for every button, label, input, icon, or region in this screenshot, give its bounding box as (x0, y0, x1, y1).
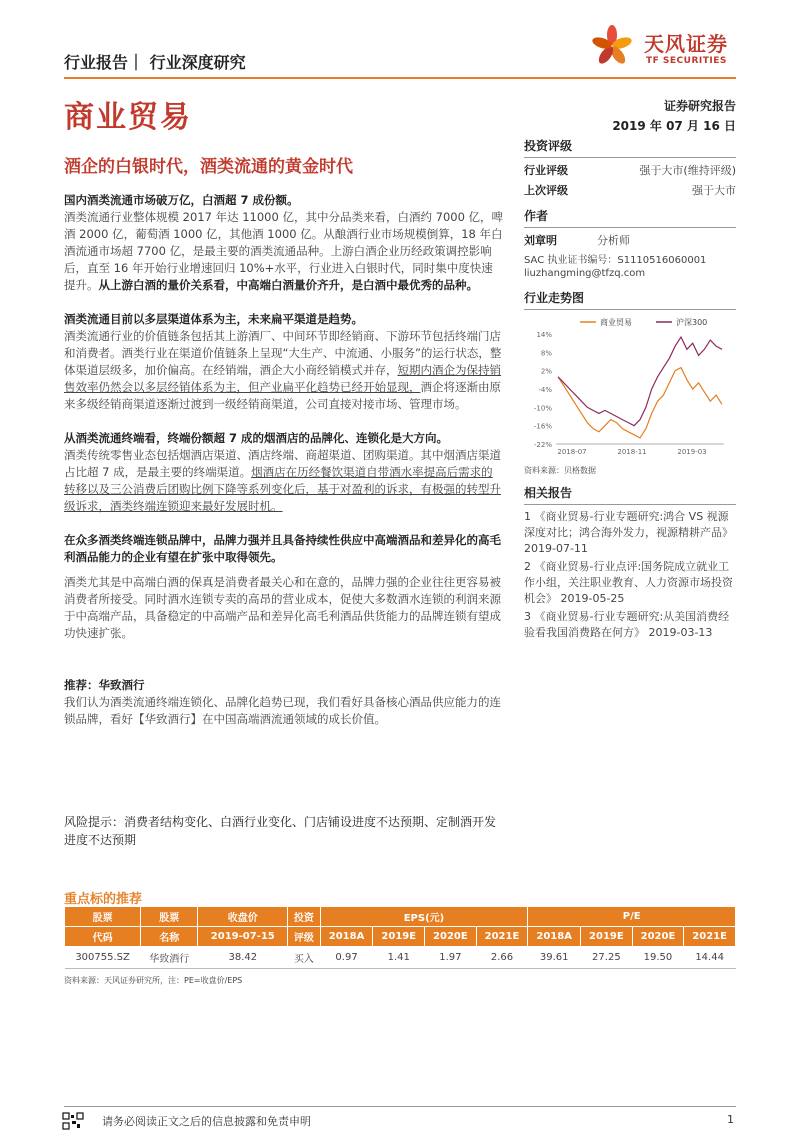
table-header: 名称 (141, 927, 198, 947)
y-tick-label: -10% (533, 404, 552, 413)
trend-title: 行业走势图 (524, 291, 585, 305)
table-header: 2021E (684, 927, 736, 947)
paragraph: 酒类传统零售业态包括烟酒店渠道、酒店终端、商超渠道、团购渠道。其中烟酒店渠道占比超 7 成，是最主要的终端渠道。烟酒店在历经餐饮渠道自带酒水率提高后需求的转移以及三公消费后团购比例下降等系列变化后，基于对盈利的诉求，有极强的转型升级诉求，酒类终端连锁迎来最好发展时机。 (64, 448, 501, 513)
section-heading: 在众多酒类终端连锁品牌中，品牌力强并且具备持续性供应中高端酒品和差异化的高毛利酒品能力的企业有望在扩张中取得领先。 (64, 533, 501, 564)
table-cell: 买入 (288, 947, 321, 969)
industry-title: 商业贸易 (64, 100, 192, 135)
chart-source: 资料来源：贝格数据 (524, 466, 596, 475)
table-header: 2021E (476, 927, 528, 947)
y-tick-label: -16% (533, 422, 552, 431)
x-tick-label: 2018-07 (557, 448, 587, 456)
table-header: 股票 (141, 907, 198, 927)
report-date: 2019 年 07 月 16 日 (612, 119, 736, 133)
stock-table (64, 906, 736, 969)
section-heading: 酒类流通目前以多层渠道体系为主，未来扁平渠道是趋势。 (64, 312, 363, 326)
table-header: 评级 (288, 927, 321, 947)
qr-code-icon (62, 1112, 84, 1130)
divider (524, 504, 736, 505)
related-report-1[interactable]: 1 《商业贸易-行业专题研究:鸿合 VS 视源深度对比；鸿合海外发力，视源精耕产品》 2019-07-11 (524, 510, 733, 555)
table-header: 2019E (373, 927, 425, 947)
table-header: EPS(元) (320, 907, 528, 927)
x-tick-label: 2019-03 (677, 448, 707, 456)
header-rule (64, 77, 736, 79)
prev-rating-label: 上次评级 (524, 184, 568, 197)
section-heading: 推荐：华致酒行 (64, 678, 145, 692)
table-section-title: 重点标的推荐 (64, 892, 143, 907)
table-row (65, 947, 736, 969)
table-cell: 14.44 (684, 947, 736, 969)
rating-value: 强于大市(维持评级) (639, 164, 736, 177)
section-heading: 从酒类流通终端看，终端份额超 7 成的烟酒店的品牌化、连锁化是大方向。 (64, 431, 449, 445)
table-cell: 38.42 (198, 947, 288, 969)
footer-disclaimer: 请务必阅读正文之后的信息披露和免责申明 (102, 1115, 311, 1128)
rating-label: 行业评级 (524, 164, 568, 177)
main-content (64, 192, 504, 849)
table-cell: 2.66 (476, 947, 528, 969)
y-tick-label: -22% (533, 441, 552, 449)
rating-title: 投资评级 (524, 139, 573, 153)
table-cell: 0.97 (320, 947, 373, 969)
risk-warning: 风险提示：消费者结构变化、白酒行业变化、门店铺设进度不达预期、定制酒开发进度不达预期 (64, 815, 497, 847)
paragraph: 我们认为酒类流通终端连锁化、品牌化趋势已现，我们看好具备核心酒品供应能力的连锁品牌，看好【华致酒行】在中国高端酒流通领域的成长价值。 (64, 695, 501, 726)
rating-box (524, 137, 736, 198)
section-heading: 国内酒类流通市场破万亿，白酒超 7 成份额。 (64, 193, 299, 207)
table-cell: 300755.SZ (65, 947, 141, 969)
footer-rule (64, 1106, 736, 1107)
report-category: 行业报告｜ 行业深度研究 (64, 53, 246, 72)
y-tick-label: 14% (536, 331, 552, 339)
y-tick-label: 8% (540, 349, 552, 358)
table-header: 股票 (65, 907, 141, 927)
table-header: 收盘价 (198, 907, 288, 927)
legend-label: 商业贸易 (600, 318, 632, 327)
table-header: 2018A (528, 927, 581, 947)
trend-box (524, 289, 736, 476)
report-type: 证券研究报告 (663, 99, 736, 113)
divider (524, 227, 736, 228)
related-report-2[interactable]: 2 《商业贸易-行业点评:国务院成立就业工作小组，关注职业教育、人力资源市场投资机会》 2019-05-25 (524, 560, 733, 605)
report-subtitle: 酒企的白银时代，酒类流通的黄金时代 (64, 157, 353, 177)
page-number: 1 (727, 1113, 734, 1126)
related-box (524, 484, 736, 641)
table-header: P/E (528, 907, 736, 927)
author-box (524, 207, 736, 279)
section-channels (64, 311, 504, 413)
table-cell: 1.97 (425, 947, 477, 969)
y-tick-label: 2% (540, 367, 552, 376)
author-role: 分析师 (597, 234, 630, 247)
table-header: 2019E (581, 927, 633, 947)
section-brands (64, 532, 504, 642)
stock-table-wrap (64, 906, 736, 986)
table-header: 2020E (632, 927, 684, 947)
table-cell: 39.61 (528, 947, 581, 969)
logo-subtext: TF SECURITIES (646, 56, 727, 66)
logo-text: 天风证券 (644, 32, 728, 56)
author-title: 作者 (524, 209, 549, 223)
table-note: 资料来源：天风证券研究所，注：PE=收盘价/EPS (64, 976, 243, 985)
table-cell: 27.25 (581, 947, 633, 969)
x-tick-label: 2018-11 (617, 448, 647, 456)
table-cell: 华致酒行 (141, 947, 198, 969)
section-recommendation (64, 677, 504, 728)
table-cell: 1.41 (373, 947, 425, 969)
paragraph: 酒类流通行业的价值链条包括其上游酒厂、中间环节即经销商、下游环节包括终端门店和消费者。酒类行业在渠道价值链条上呈现“大生产、中流通、小服务”的运行状态，整体渠道层级多，加价偏高。在经销端，酒企大小商经销模式并存，短期内酒企为保持销售效率仍然会以多层经销体系为主，但产业扁平化趋势已经开始显现，酒企将逐渐由原来多级经销商渠道逐渐过渡到一级经销商渠道，公司直接对接市场、管理市场。 (64, 329, 502, 411)
author-email[interactable]: liuzhangming@tfzq.com (524, 268, 646, 279)
table-header: 2018A (320, 927, 373, 947)
paragraph: 酒类尤其是中高端白酒的保真是消费者最关心和在意的，品牌力强的企业往往更容易被消费者所接受。同时酒水连锁专卖的高昂的营业成本，促使大多数酒水连锁的利润来源于中高端产品，具备稳定的中高端产品和差异化高毛利酒品供货能力的品牌连锁有望成功快速扩张。 (64, 575, 501, 640)
paragraph: 酒类流通行业整体规模 2017 年达 11000 亿，其中分品类来看，白酒约 7000 亿，啤酒 2000 亿，葡萄酒 1000 亿，其他酒 1000 亿。从酿酒行业市场规模倒算，18 年白酒流通市场超 7700 亿，是最主要的酒类流通品种。上游白酒企业历经政策调控影响后，直至 16 年开始行业增速回归 10%+水平，行业进入白银时代，同时集中度快速提升。从上游白酒的量价关系看，中高端白酒量价齐升，是白酒中最优秀的品种。 (64, 210, 504, 292)
divider (524, 157, 736, 158)
divider (524, 309, 736, 310)
section-market (64, 192, 504, 294)
table-header: 投资 (288, 907, 321, 927)
prev-rating-value: 强于大市 (692, 184, 736, 197)
series-line (558, 337, 722, 426)
table-cell: 19.50 (632, 947, 684, 969)
related-title: 相关报告 (524, 486, 573, 500)
y-tick-label: -4% (538, 386, 552, 394)
author-sac: SAC 执业证书编号：S1110516060001 (524, 255, 707, 266)
trend-chart (524, 312, 736, 460)
table-header: 2019-07-15 (198, 927, 288, 947)
legend-label: 沪深300 (676, 318, 708, 327)
table-header: 代码 (65, 927, 141, 947)
author-name: 刘章明 (524, 234, 557, 247)
related-report-3[interactable]: 3 《商业贸易-行业专题研究:从美国消费经验看我国消费路在何方》 2019-03-13 (524, 610, 730, 639)
section-terminal (64, 430, 504, 515)
table-header: 2020E (425, 927, 477, 947)
